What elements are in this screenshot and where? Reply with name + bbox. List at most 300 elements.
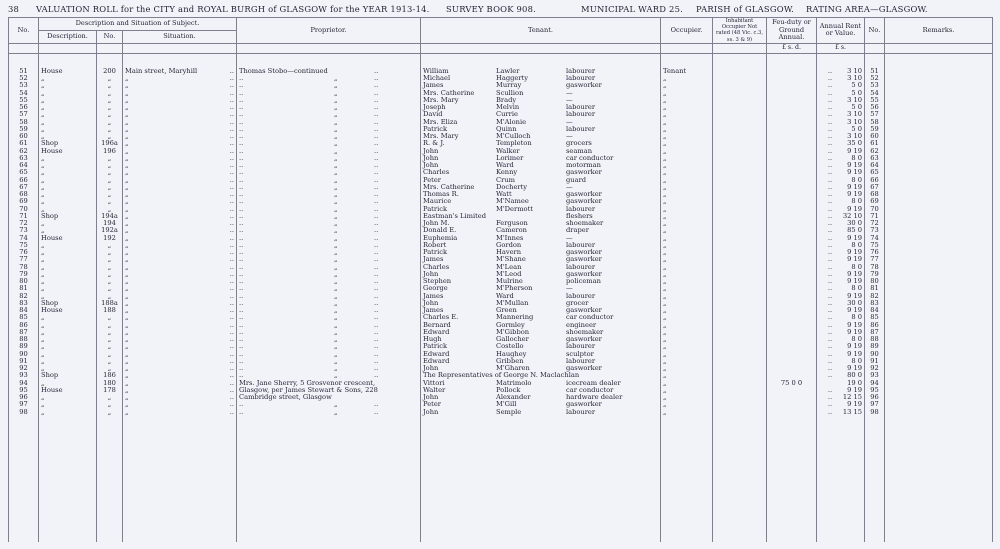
occupier: „ <box>661 227 713 234</box>
survey-book: SURVEY BOOK 908. <box>446 4 536 14</box>
table-row <box>9 133 993 140</box>
table-row <box>9 278 993 285</box>
entry-number: 58 <box>9 119 39 126</box>
proprietor-ditto: „ <box>334 125 338 133</box>
remarks <box>885 191 993 198</box>
tenant-occupation: labourer <box>566 75 596 83</box>
description: „ <box>39 155 97 162</box>
situation-text: „ <box>125 285 129 293</box>
annual-value <box>817 351 865 358</box>
feu-duty <box>767 227 817 234</box>
tenant-surname: Scullion <box>496 89 524 97</box>
annual-value <box>817 314 865 321</box>
annual-amount: 9 19 <box>847 183 862 191</box>
situation-text: „ <box>125 408 129 416</box>
remarks <box>885 249 993 256</box>
situation <box>123 300 237 307</box>
proprietor-text: .. <box>239 212 244 220</box>
street-number: 196 <box>97 148 123 155</box>
page-header <box>8 4 992 17</box>
annual-value <box>817 82 865 89</box>
tenant-first-name: Charles <box>423 263 450 271</box>
occupier: „ <box>661 184 713 191</box>
occupier: „ <box>661 206 713 213</box>
situation <box>123 184 237 191</box>
proprietor <box>237 68 421 75</box>
situation <box>123 351 237 358</box>
tenant <box>421 387 661 394</box>
proprietor-dots: .. <box>374 89 379 97</box>
table-row <box>9 177 993 184</box>
occupier: „ <box>661 380 713 387</box>
remarks <box>885 184 993 191</box>
situation-text: „ <box>125 111 129 119</box>
tenant <box>421 133 661 140</box>
inhabitant-occupier <box>713 140 767 147</box>
annual-amount: 80 0 <box>847 372 862 380</box>
annual-amount: 8 0 <box>851 285 862 293</box>
annual-dots: .. <box>827 147 833 155</box>
feu-duty <box>767 351 817 358</box>
feu-duty <box>767 249 817 256</box>
feu-duty <box>767 220 817 227</box>
proprietor-text: .. <box>239 314 244 322</box>
entry-number-right: 63 <box>865 155 885 162</box>
inhabitant-occupier <box>713 90 767 97</box>
situation-dots: .. <box>229 118 234 126</box>
situation-text: Main street, Maryhill <box>125 67 198 75</box>
situation-text: „ <box>125 191 129 199</box>
proprietor <box>237 213 421 220</box>
entry-number: 62 <box>9 148 39 155</box>
proprietor-ditto: „ <box>334 299 338 307</box>
proprietor-dots: .. <box>374 408 379 416</box>
entry-number-right: 66 <box>865 177 885 184</box>
tenant-occupation: gasworker <box>566 191 602 199</box>
situation <box>123 278 237 285</box>
tenant <box>421 227 661 234</box>
annual-amount: 9 19 <box>847 307 862 315</box>
annual-amount: 9 19 <box>847 234 862 242</box>
situation <box>123 198 237 205</box>
tenant <box>421 162 661 169</box>
annual-amount: 9 19 <box>847 191 862 199</box>
annual-dots: .. <box>827 278 833 286</box>
entry-number: 63 <box>9 155 39 162</box>
situation-dots: .. <box>229 133 234 141</box>
street-number: 188a <box>97 300 123 307</box>
proprietor <box>237 111 421 118</box>
occupier: „ <box>661 140 713 147</box>
tenant <box>421 148 661 155</box>
entry-number-right: 58 <box>865 119 885 126</box>
proprietor <box>237 343 421 350</box>
description: House <box>39 68 97 75</box>
street-number: „ <box>97 191 123 198</box>
description: „ <box>39 409 97 416</box>
description: „ <box>39 314 97 321</box>
tenant <box>421 104 661 111</box>
street-number: „ <box>97 336 123 343</box>
remarks <box>885 90 993 97</box>
street-number: „ <box>97 177 123 184</box>
proprietor-text: .. <box>239 198 244 206</box>
inhabitant-occupier <box>713 75 767 82</box>
situation <box>123 343 237 350</box>
description: „ <box>39 126 97 133</box>
annual-amount: 9 19 <box>847 278 862 286</box>
annual-value <box>817 401 865 408</box>
annual-amount: 8 0 <box>851 336 862 344</box>
entry-number-right: 81 <box>865 285 885 292</box>
proprietor-text: .. <box>239 321 244 329</box>
tenant-occupation: labourer <box>566 125 596 133</box>
situation <box>123 140 237 147</box>
situation-dots: .. <box>229 227 234 235</box>
feu-duty <box>767 358 817 365</box>
tenant-occupation: gasworker <box>566 82 602 90</box>
situation-dots: .. <box>229 372 234 380</box>
table-row <box>9 409 993 416</box>
annual-dots: .. <box>827 198 833 206</box>
tenant-occupation: gasworker <box>566 270 602 278</box>
table-row <box>9 372 993 379</box>
description: House <box>39 387 97 394</box>
tenant-occupation: icecream dealer <box>566 379 621 387</box>
feu-duty <box>767 300 817 307</box>
annual-value <box>817 372 865 379</box>
street-number: „ <box>97 343 123 350</box>
annual-amount: 8 0 <box>851 154 862 162</box>
situation <box>123 242 237 249</box>
annual-dots: .. <box>827 140 833 148</box>
tenant <box>421 372 661 379</box>
situation-dots: .. <box>229 67 234 75</box>
annual-amount: 12 15 <box>842 394 862 402</box>
proprietor <box>237 387 421 394</box>
remarks <box>885 227 993 234</box>
situation-text: „ <box>125 379 129 387</box>
proprietor-text: .. <box>239 205 244 213</box>
feu-duty <box>767 119 817 126</box>
tenant-surname: Gordon <box>496 241 522 249</box>
annual-value <box>817 140 865 147</box>
entry-number-right: 79 <box>865 271 885 278</box>
proprietor-dots: .. <box>374 249 379 257</box>
occupier: „ <box>661 336 713 343</box>
situation-dots: .. <box>229 401 234 409</box>
occupier: „ <box>661 220 713 227</box>
annual-value <box>817 336 865 343</box>
entry-number-right: 53 <box>865 82 885 89</box>
situation <box>123 271 237 278</box>
occupier: „ <box>661 256 713 263</box>
entry-number: 75 <box>9 242 39 249</box>
situation-text: „ <box>125 154 129 162</box>
col-no2-header: No. <box>865 18 885 44</box>
description: „ <box>39 227 97 234</box>
proprietor-ditto: „ <box>334 176 338 184</box>
description: House <box>39 148 97 155</box>
entry-number-right: 82 <box>865 293 885 300</box>
street-number: „ <box>97 278 123 285</box>
feu-duty <box>767 213 817 220</box>
annual-value <box>817 104 865 111</box>
annual-dots: .. <box>827 162 833 170</box>
situation <box>123 191 237 198</box>
occupier: „ <box>661 249 713 256</box>
street-number: „ <box>97 75 123 82</box>
annual-dots: .. <box>827 336 833 344</box>
entry-number-right: 70 <box>865 206 885 213</box>
proprietor-dots: .. <box>374 67 379 75</box>
annual-amount: 9 19 <box>847 270 862 278</box>
street-number: 178 <box>97 387 123 394</box>
feu-duty <box>767 198 817 205</box>
occupier: „ <box>661 409 713 416</box>
situation <box>123 119 237 126</box>
entry-number: 86 <box>9 322 39 329</box>
occupier: „ <box>661 155 713 162</box>
entry-number: 55 <box>9 97 39 104</box>
street-number: „ <box>97 126 123 133</box>
tenant-occupation: grocer <box>566 299 589 307</box>
tenant-occupation: gasworker <box>566 401 602 409</box>
proprietor-ditto: „ <box>334 75 338 83</box>
tenant-surname: Gribben <box>496 357 524 365</box>
annual-value <box>817 206 865 213</box>
entry-number: 80 <box>9 278 39 285</box>
table-row <box>9 394 993 401</box>
proprietor-text: .. <box>239 191 244 199</box>
street-number: 196a <box>97 140 123 147</box>
proprietor-text: .. <box>239 133 244 141</box>
tenant-surname: Ferguson <box>496 220 528 228</box>
tenant <box>421 169 661 176</box>
description: „ <box>39 82 97 89</box>
tenant <box>421 75 661 82</box>
table-row <box>9 104 993 111</box>
entry-number: 71 <box>9 213 39 220</box>
annual-value <box>817 90 865 97</box>
street-number: „ <box>97 169 123 176</box>
situation-text: „ <box>125 401 129 409</box>
description: House <box>39 307 97 314</box>
feu-duty <box>767 336 817 343</box>
annual-value <box>817 249 865 256</box>
situation <box>123 293 237 300</box>
entry-number-right: 64 <box>865 162 885 169</box>
tenant-first-name: Michael <box>423 75 451 83</box>
proprietor-text: .. <box>239 285 244 293</box>
situation <box>123 285 237 292</box>
situation-text: „ <box>125 321 129 329</box>
street-number: „ <box>97 249 123 256</box>
tenant-occupation: hardware dealer <box>566 394 623 402</box>
annual-amount: 30 0 <box>847 220 862 228</box>
annual-dots: .. <box>827 372 833 380</box>
proprietor <box>237 90 421 97</box>
tenant-occupation: seaman <box>566 147 593 155</box>
inhabitant-occupier <box>713 372 767 379</box>
entry-number: 67 <box>9 184 39 191</box>
proprietor <box>237 220 421 227</box>
entry-number: 57 <box>9 111 39 118</box>
tenant-occupation: — <box>566 183 573 191</box>
tenant-occupation: policeman <box>566 278 601 286</box>
tenant-occupation: gasworker <box>566 256 602 264</box>
tenant-first-name: Edward <box>423 350 450 358</box>
situation <box>123 68 237 75</box>
tenant-occupation: labourer <box>566 67 596 75</box>
situation-dots: .. <box>229 299 234 307</box>
table-row <box>9 264 993 271</box>
proprietor-dots: .. <box>374 183 379 191</box>
table-row <box>9 169 993 176</box>
tenant-surname: Lawler <box>496 67 520 75</box>
entry-number-right: 72 <box>865 220 885 227</box>
remarks <box>885 293 993 300</box>
proprietor <box>237 198 421 205</box>
tenant-surname: M'Pherson <box>496 285 533 293</box>
description: „ <box>39 336 97 343</box>
occupier: „ <box>661 104 713 111</box>
feu-duty <box>767 206 817 213</box>
tenant-first-name: James <box>423 307 444 315</box>
table-row <box>9 242 993 249</box>
feu-duty <box>767 191 817 198</box>
annual-value <box>817 264 865 271</box>
annual-value <box>817 380 865 387</box>
situation-text: „ <box>125 169 129 177</box>
table-row <box>9 220 993 227</box>
proprietor-ditto: „ <box>334 169 338 177</box>
entry-number: 96 <box>9 394 39 401</box>
proprietor <box>237 329 421 336</box>
entry-number: 70 <box>9 206 39 213</box>
entry-number-right: 54 <box>865 90 885 97</box>
situation-dots: .. <box>229 278 234 286</box>
annual-value <box>817 343 865 350</box>
proprietor-text: .. <box>239 350 244 358</box>
tenant-first-name: Mrs. Mary <box>423 96 459 104</box>
proprietor-ditto: „ <box>334 270 338 278</box>
tenant-occupation: gasworker <box>566 365 602 373</box>
tenant-surname: Matrimolo <box>496 379 532 387</box>
annual-dots: .. <box>827 343 833 351</box>
situation-text: „ <box>125 234 129 242</box>
description: „ <box>39 401 97 408</box>
description: „ <box>39 133 97 140</box>
proprietor <box>237 264 421 271</box>
tenant-first-name: Patrick <box>423 249 448 257</box>
remarks <box>885 358 993 365</box>
situation-text: „ <box>125 343 129 351</box>
remarks <box>885 314 993 321</box>
remarks <box>885 343 993 350</box>
proprietor-dots: .. <box>374 299 379 307</box>
situation-text: „ <box>125 270 129 278</box>
occupier: „ <box>661 358 713 365</box>
annual-dots: .. <box>827 394 833 402</box>
proprietor-ditto: „ <box>334 256 338 264</box>
occupier: „ <box>661 177 713 184</box>
tenant-surname: Semple <box>496 408 522 416</box>
remarks <box>885 394 993 401</box>
page-number: 38 <box>8 4 20 14</box>
tenant-first-name: Maurice <box>423 198 452 206</box>
description: „ <box>39 104 97 111</box>
annual-amount: 8 0 <box>851 176 862 184</box>
tenant-first-name: Charles <box>423 169 450 177</box>
situation-dots: .. <box>229 205 234 213</box>
proprietor-dots: .. <box>374 307 379 315</box>
street-number: „ <box>97 133 123 140</box>
situation <box>123 329 237 336</box>
tenant-first-name: Peter <box>423 176 441 184</box>
entry-number-right: 59 <box>865 126 885 133</box>
proprietor-dots: .. <box>374 147 379 155</box>
proprietor-text: .. <box>239 147 244 155</box>
situation-text: „ <box>125 183 129 191</box>
proprietor-text: .. <box>239 118 244 126</box>
occupier: „ <box>661 278 713 285</box>
entry-number-right: 69 <box>865 198 885 205</box>
occupier: „ <box>661 285 713 292</box>
entry-number-right: 61 <box>865 140 885 147</box>
occupier: „ <box>661 82 713 89</box>
remarks <box>885 307 993 314</box>
occupier: „ <box>661 235 713 242</box>
entry-number: 52 <box>9 75 39 82</box>
situation <box>123 249 237 256</box>
tenant-occupation: labourer <box>566 408 596 416</box>
situation <box>123 155 237 162</box>
col-inhabitant-header: Inhabitant Occupier Not rated (48 Vic. c.3, ss. 3 & 9) <box>713 18 767 44</box>
table-row <box>9 213 993 220</box>
table-row <box>9 155 993 162</box>
entry-number: 95 <box>9 387 39 394</box>
occupier: „ <box>661 271 713 278</box>
feu-duty <box>767 343 817 350</box>
proprietor-text: .. <box>239 249 244 257</box>
proprietor <box>237 249 421 256</box>
proprietor-ditto: „ <box>334 241 338 249</box>
parish: PARISH of GLASGOW. <box>696 4 795 14</box>
tenant <box>421 177 661 184</box>
occupier: „ <box>661 401 713 408</box>
tenant-occupation: car conductor <box>566 386 614 394</box>
proprietor <box>237 169 421 176</box>
annual-amount: 13 15 <box>842 408 862 416</box>
tenant-first-name: Eastman's Limited <box>423 212 487 220</box>
annual-dots: .. <box>827 256 833 264</box>
remarks <box>885 271 993 278</box>
proprietor <box>237 242 421 249</box>
situation-dots: .. <box>229 176 234 184</box>
inhabitant-occupier <box>713 68 767 75</box>
annual-dots: .. <box>827 249 833 257</box>
feu-duty <box>767 68 817 75</box>
occupier: „ <box>661 322 713 329</box>
proprietor-ditto: „ <box>334 408 338 416</box>
col-remarks-header: Remarks. <box>885 18 993 44</box>
annual-value <box>817 271 865 278</box>
street-number: 186 <box>97 372 123 379</box>
table-row <box>9 293 993 300</box>
feu-duty <box>767 314 817 321</box>
proprietor-ditto: „ <box>334 307 338 315</box>
